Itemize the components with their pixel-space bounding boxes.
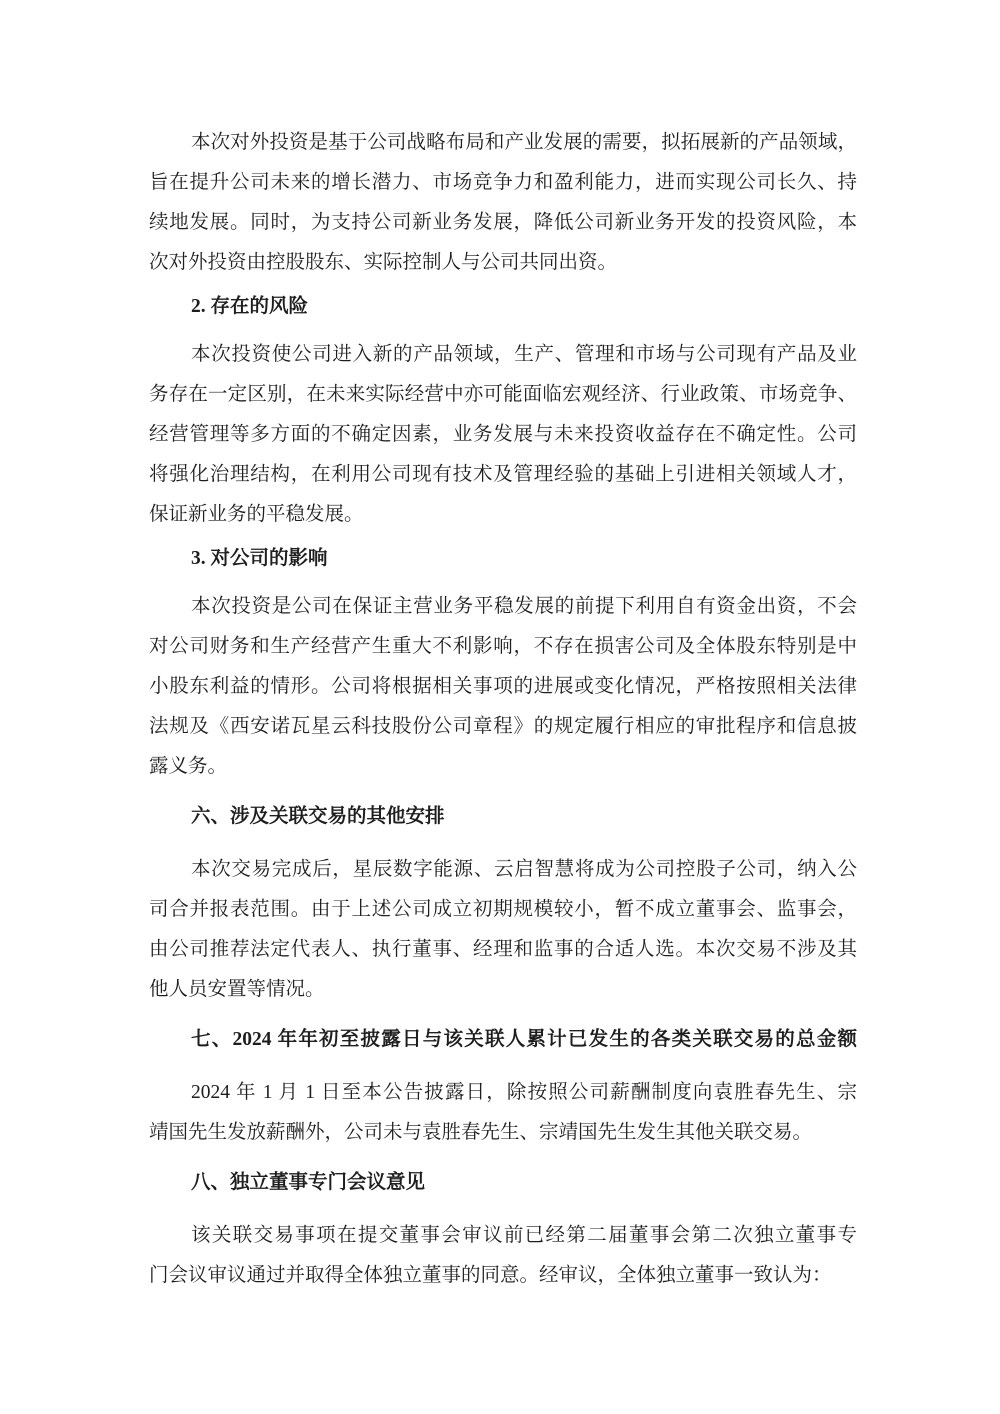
text-line: 对公司财务和生产经营产生重大不利影响，不存在损害公司及全体股东特别是中 — [149, 636, 857, 657]
text-line: 由公司推荐法定代表人、执行董事、经理和监事的合适人选。本次交易不涉及其 — [149, 939, 857, 960]
heading-other-arrangements: 六、涉及关联交易的其他安排 — [191, 806, 445, 827]
text-line: 靖国先生发放薪酬外，公司未与袁胜春先生、宗靖国先生发生其他关联交易。 — [149, 1122, 813, 1143]
text-line: 法规及《西安诺瓦星云科技股份公司章程》的规定履行相应的审批程序和信息披 — [149, 716, 857, 737]
paragraph-investment-purpose — [149, 123, 857, 283]
paragraph-total-amount — [149, 1073, 857, 1153]
text-line: 小股东利益的情形。公司将根据相关事项的进展或变化情况，严格按照相关法律 — [149, 676, 857, 697]
text-line: 本次对外投资是基于公司战略布局和产业发展的需要，拟拓展新的产品领域， — [191, 132, 857, 153]
text-line: 本次投资使公司进入新的产品领域，生产、管理和市场与公司现有产品及业 — [191, 344, 857, 365]
text-line: 续地发展。同时，为支持公司新业务发展，降低公司新业务开发的投资风险，本 — [149, 212, 857, 233]
heading-total-amount: 七、2024 年年初至披露日与该关联人累计已发生的各类关联交易的总金额 — [191, 1029, 857, 1050]
text-line: 务存在一定区别，在未来实际经营中亦可能面临宏观经济、行业政策、市场竞争、 — [149, 384, 857, 405]
heading-independent-directors: 八、独立董事专门会议意见 — [191, 1172, 426, 1193]
paragraph-risk — [149, 335, 857, 535]
text-line: 将强化治理结构，在利用公司现有技术及管理经验的基础上引进相关领域人才， — [149, 464, 857, 485]
text-line: 2024 年 1 月 1 日至本公告披露日，除按照公司薪酬制度向袁胜春先生、宗 — [191, 1082, 857, 1103]
paragraph-impact — [149, 587, 857, 787]
text-line: 该关联交易事项在提交董事会审议前已经第二届董事会第二次独立董事专 — [191, 1225, 857, 1246]
text-line: 保证新业务的平稳发展。 — [149, 504, 364, 525]
text-line: 次对外投资由控股股东、实际控制人与公司共同出资。 — [149, 252, 618, 273]
heading-risk: 2. 存在的风险 — [191, 296, 309, 317]
text-line: 他人员安置等情况。 — [149, 979, 325, 1000]
heading-impact: 3. 对公司的影响 — [191, 548, 328, 569]
text-line: 经营管理等多方面的不确定因素，业务发展与未来投资收益存在不确定性。公司 — [149, 424, 857, 445]
text-line: 本次投资是公司在保证主营业务平稳发展的前提下利用自有资金出资，不会 — [191, 596, 857, 617]
paragraph-independent-directors — [149, 1216, 857, 1296]
text-line: 司合并报表范围。由于上述公司成立初期规模较小，暂不成立董事会、监事会， — [149, 899, 857, 920]
text-line: 本次交易完成后，星辰数字能源、云启智慧将成为公司控股子公司，纳入公 — [191, 859, 857, 880]
text-line: 露义务。 — [149, 756, 228, 777]
text-line: 旨在提升公司未来的增长潜力、市场竞争力和盈利能力，进而实现公司长久、持 — [149, 172, 857, 193]
paragraph-other-arrangements — [149, 850, 857, 1010]
text-line: 门会议审议通过并取得全体独立董事的同意。经审议，全体独立董事一致认为： — [149, 1265, 832, 1286]
